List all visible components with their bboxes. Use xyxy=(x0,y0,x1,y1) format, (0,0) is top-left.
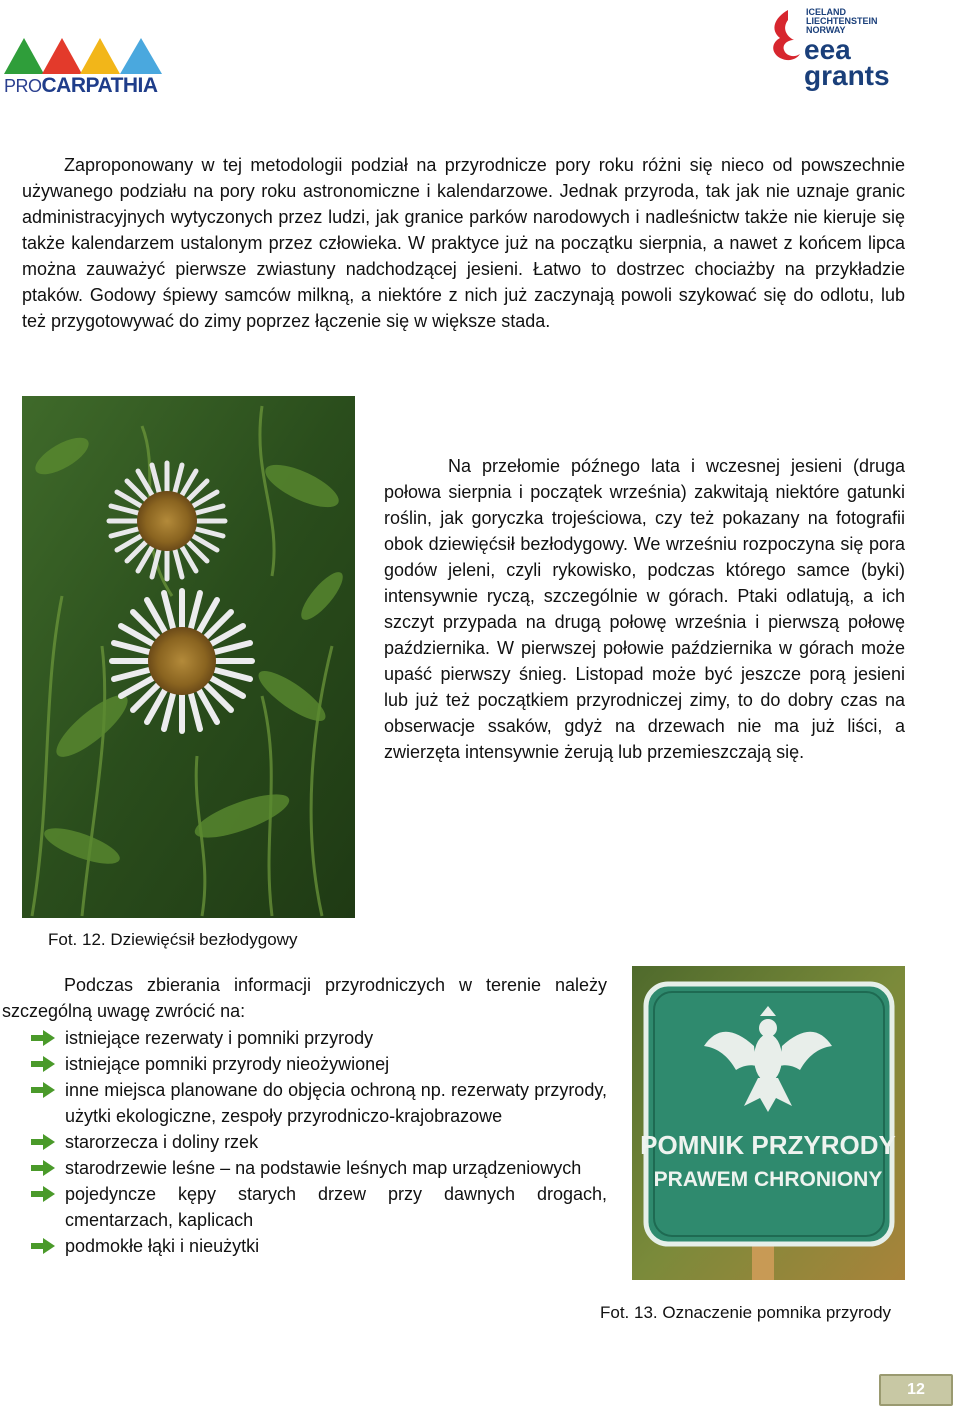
country-iceland: ICELAND xyxy=(806,7,846,17)
country-norway: NORWAY xyxy=(806,25,846,35)
procarpathia-logo xyxy=(2,34,166,96)
list-item: inne miejsca planowane do objęcia ochroną np. rezerwaty przyrody, użytki ekologiczne, zespoły przyrodniczo-krajobrazowe xyxy=(30,1077,607,1129)
autumn-paragraph: Na przełomie późnego lata i wczesnej jesieni (druga połowa sierpnia i początek września) zakwitają niektóre gatunki roślin, jak goryczka trojeściowa, czy też pokazany na fotografii obok dziewięćsił bezłodygowy. We wrześniu rozpoczyna się pora godów jeleni, czyli rykowisko, podczas którego samce (byki) intensywnie ryczą, szczególnie w górach. Ptaki odlatują, a ich szczyt przypada na drugą połowę września i pierwszą połowę października. W pierwszej połowie października w górach może upaść pierwszy śnieg. Listopad może być jeszcze porą jesieni lub już też początkiem przyrodniczej zimy, to do dobry czas na obserwacje ssaków, gdyż na drzewach nie ma już liści, a zwierzęta intensywnie żerują lub przemieszczają się. xyxy=(384,456,905,762)
arrow-right-icon xyxy=(30,1081,56,1099)
field-checklist xyxy=(30,1025,607,1259)
list-item: istniejące rezerwaty i pomniki przyrody xyxy=(30,1025,607,1051)
sign-line-1: POMNIK PRZYRODY xyxy=(640,1130,896,1160)
thistle-photo xyxy=(22,396,355,918)
list-item: podmokłe łąki i nieużytki xyxy=(30,1233,607,1259)
procarpathia-wordmark: PROCARPATHIA xyxy=(4,74,158,97)
arrow-right-icon xyxy=(30,1159,56,1177)
arrow-right-icon xyxy=(30,1237,56,1255)
list-item: istniejące pomniki przyrody nieożywionej xyxy=(30,1051,607,1077)
procarpathia-triangles-icon xyxy=(2,34,166,76)
eea-word: eea xyxy=(804,34,851,65)
eea-grants-logo xyxy=(766,6,916,98)
list-item: pojedyncze kępy starych drzew przy dawnych drogach, cmentarzach, kaplicach xyxy=(30,1181,607,1233)
arrow-right-icon xyxy=(30,1185,56,1203)
arrow-right-icon xyxy=(30,1029,56,1047)
figure-13-caption: Fot. 13. Oznaczenie pomnika przyrody xyxy=(600,1303,892,1322)
grants-word: grants xyxy=(804,60,890,91)
list-item: starodrzewie leśne – na podstawie leśnych map urządzeniowych xyxy=(30,1155,607,1181)
list-item: starorzecza i doliny rzek xyxy=(30,1129,607,1155)
field-info-paragraph: Podczas zbierania informacji przyrodniczych w terenie należy szczególną uwagę zwrócić na: xyxy=(2,975,607,1021)
figure-12-caption: Fot. 12. Dziewięćsił bezłodygowy xyxy=(48,930,298,949)
arrow-right-icon xyxy=(30,1133,56,1151)
page-number: 12 xyxy=(879,1374,953,1406)
country-liechtenstein: LIECHTENSTEIN xyxy=(806,16,878,26)
intro-paragraph: Zaproponowany w tej metodologii podział na przyrodnicze pory roku różni się nieco od powszechnie używanego podziału na pory roku astronomiczne i kalendarzowe. Jednak przyroda, tak jak nie uznaje granic administracyjnych wytyczonych przez ludzi, jak granice parków narodowych i nadleśnictw także nie kieruje się także kalendarzem ustalonym przez człowieka. W praktyce już na początku sierpnia, a nawet z końcem lipca można zauważyć pierwsze zwiastuny nadchodzącej jesieni. Łatwo to dostrzec chociażby na przykładzie ptaków. Godowy śpiewy samców milkną, a niektóre z nich już zaczynają powoli szykować się do odlotu, lub też przygotowywać do zimy poprzez łączenie się w większe stada. xyxy=(22,155,905,331)
eea-flame-icon xyxy=(766,8,806,78)
sign-line-2: PRAWEM CHRONIONY xyxy=(653,1168,883,1191)
arrow-right-icon xyxy=(30,1055,56,1073)
nature-monument-sign-photo xyxy=(632,966,905,1280)
